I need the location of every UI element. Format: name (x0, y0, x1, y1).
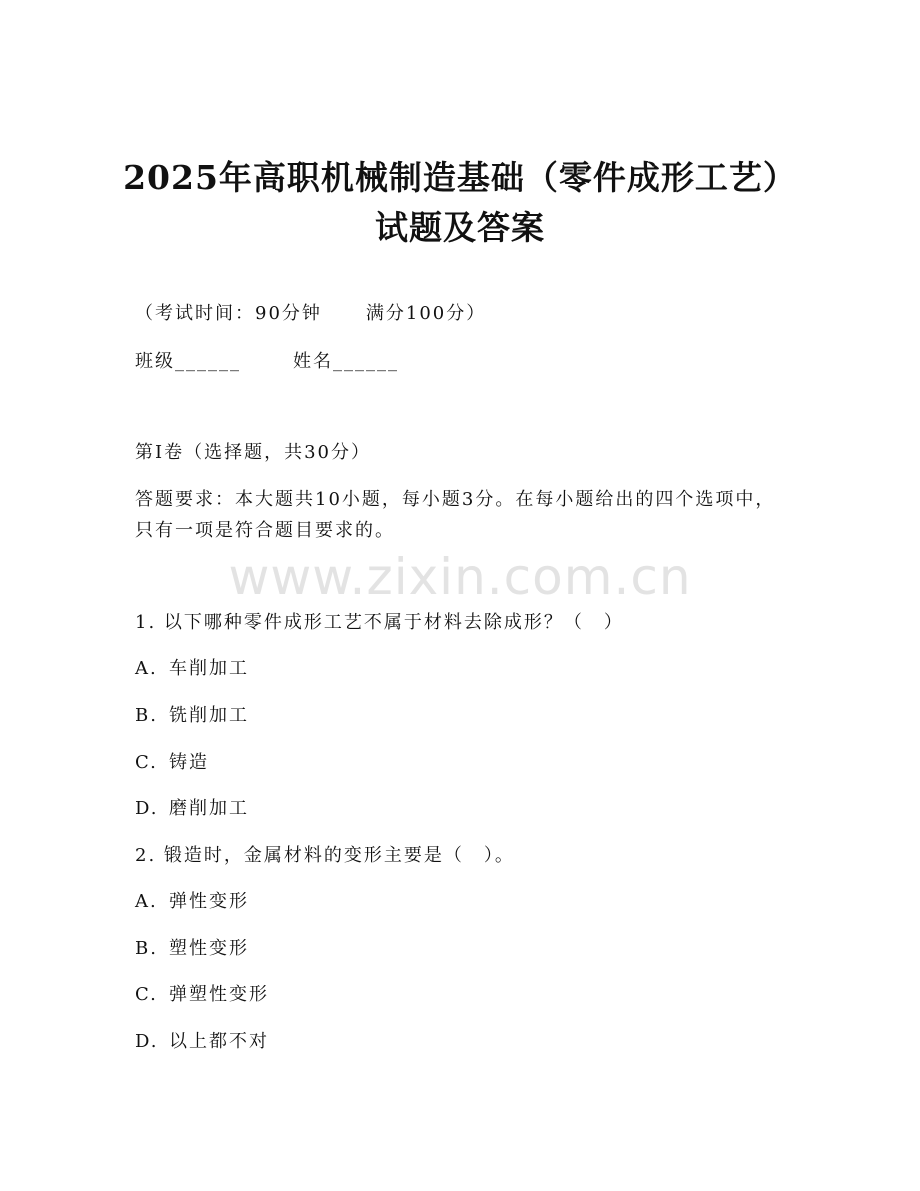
option-letter: B. (135, 705, 158, 726)
document-title-line-1: 2025年高职机械制造基础（零件成形工艺） (123, 158, 797, 197)
answer-requirement: 答题要求：本大题共10小题，每小题3分。在每小题给出的四个选项中，只有一项是符合题目要求的。 (135, 489, 776, 541)
student-info (135, 350, 399, 374)
option-letter: B. (135, 938, 158, 959)
option-text: 塑性变形 (169, 938, 249, 959)
option-text: 以上都不对 (169, 1031, 269, 1052)
watermark: www.zixin.com.cn (228, 548, 692, 606)
option-text: 磨削加工 (169, 798, 249, 819)
option-letter: C. (135, 984, 158, 1005)
question-2-option-c[interactable] (135, 983, 269, 1007)
question-1-option-a[interactable] (135, 657, 249, 681)
name-label: 姓名 (293, 351, 333, 372)
exam-info (135, 302, 486, 326)
question-2-option-a[interactable] (135, 890, 249, 914)
option-text: 铸造 (169, 752, 209, 773)
exam-time: （考试时间：90分钟 (135, 303, 322, 324)
question-1-option-c[interactable] (135, 751, 209, 775)
section-heading: 第Ⅰ卷（选择题，共30分） (135, 442, 372, 463)
class-blank[interactable]: ______ (175, 351, 241, 372)
option-letter: D. (135, 1031, 159, 1052)
exam-score: 满分100分） (365, 303, 487, 324)
class-label: 班级 (135, 351, 175, 372)
question-2-stem: 2. 锻造时，金属材料的变形主要是（ ）。 (135, 845, 515, 866)
name-blank[interactable]: ______ (333, 351, 399, 372)
question-1-option-d[interactable] (135, 797, 249, 821)
question-1-stem: 1. 以下哪种零件成形工艺不属于材料去除成形？（ ） (135, 612, 624, 633)
question-1-option-b[interactable] (135, 704, 249, 728)
option-letter: C. (135, 752, 158, 773)
option-text: 弹性变形 (169, 891, 249, 912)
option-text: 车削加工 (169, 658, 249, 679)
option-letter: D. (135, 798, 159, 819)
option-letter: A. (135, 891, 158, 912)
document-title-line-2: 试题及答案 (375, 208, 545, 247)
option-letter: A. (135, 658, 158, 679)
question-2-option-b[interactable] (135, 937, 249, 961)
option-text: 弹塑性变形 (169, 984, 269, 1005)
option-text: 铣削加工 (169, 705, 249, 726)
question-2-option-d[interactable] (135, 1030, 269, 1054)
